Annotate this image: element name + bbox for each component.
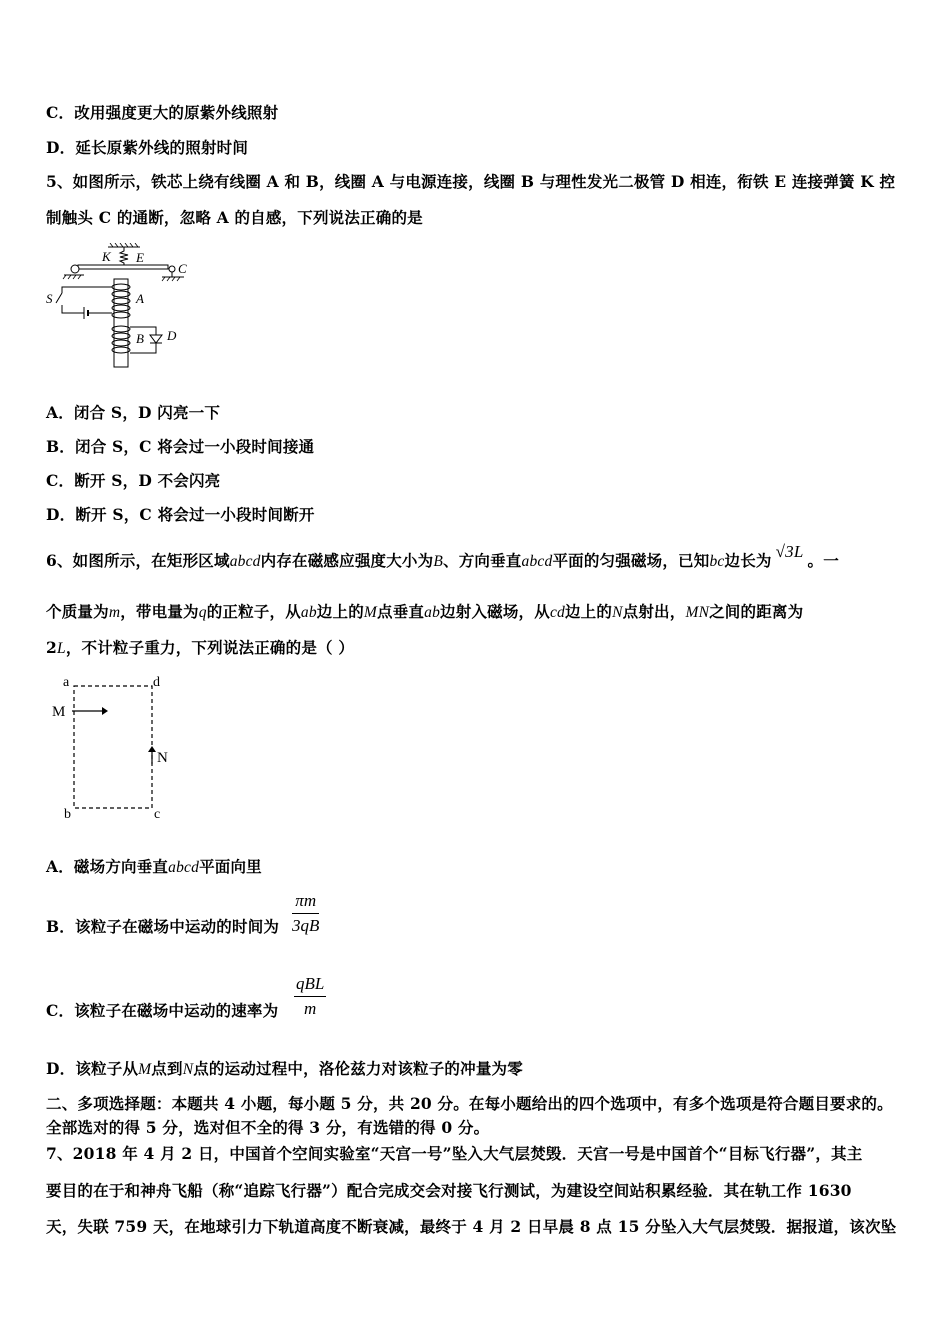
q6-label-b: b [64, 807, 71, 822]
q5-label-d: D [167, 328, 177, 343]
q6-stem-line-1: 6、如图所示，在矩形区域abcd内存在磁感应强度大小为B、方向垂直abcd平面的匀强磁场，已知bc边长为 √3L 。一 [46, 542, 839, 570]
q6-option-b: B．该粒子在磁场中运动的时间为 [46, 917, 280, 936]
q6-label-a: a [63, 675, 70, 690]
q6-label-n: N [157, 750, 168, 766]
q6-stem-line-3: 2L，不计粒子重力，下列说法正确的是（ ） [46, 638, 355, 657]
q5-stem-line-2: 制触头 C 的通断，忽略 A 的自感，下列说法正确的是 [46, 208, 423, 227]
q6-rectangle-figure [46, 672, 186, 822]
q4-option-d: D．延长原紫外线的照射时间 [46, 138, 249, 157]
q6-option-b-fraction: πm 3qB [292, 891, 320, 935]
q5-option-b: B．闭合 S，C 将会过一小段时间接通 [46, 437, 315, 456]
q7-stem-line-2: 要目的在于和神舟飞船（称“追踪飞行器”）配合完成交会对接飞行测试，为建设空间站积累经验．其在轨工作 1630 [46, 1181, 852, 1200]
q6-label-c: c [154, 807, 161, 822]
q6-option-c: C．该粒子在磁场中运动的速率为 [46, 1001, 279, 1020]
q5-label-e: E [136, 250, 144, 265]
q5-label-s: S [46, 291, 53, 306]
q5-option-d: D．断开 S，C 将会过一小段时间断开 [46, 505, 315, 524]
q7-stem-line-1: 7、2018 年 4 月 2 日，中国首个空间实验室“天宫一号”坠入大气层焚毁．天宫一号是中国首个“目标飞行器”，其主 [46, 1144, 863, 1163]
q6-option-a: A．磁场方向垂直abcd平面向里 [46, 857, 262, 876]
section-2-heading-line-1: 二、多项选择题：本题共 4 小题，每小题 5 分，共 20 分。在每小题给出的四个选项中，有多个选项是符合题目要求的。 [46, 1094, 893, 1113]
q6-stem-line-2: 个质量为m，带电量为q的正粒子，从ab边上的M点垂直ab边射入磁场，从cd边上的N点射出，MN之间的距离为 [46, 602, 804, 621]
q5-stem-line-1: 5、如图所示，铁芯上绕有线圈 A 和 B，线圈 A 与电源连接，线圈 B 与理性发光二极管 D 相连，衔铁 E 连接弹簧 K 控 [46, 172, 896, 191]
q6-label-m: M [52, 704, 66, 720]
q6-bc-length: √3L [775, 542, 804, 561]
section-2-heading-line-2: 全部选对的得 5 分，选对但不全的得 3 分，有选错的得 0 分。 [46, 1118, 490, 1137]
q5-label-c: C [178, 261, 187, 276]
q5-circuit-figure [44, 243, 204, 371]
q6-option-d: D．该粒子从M点到N点的运动过程中，洛伦兹力对该粒子的冲量为零 [46, 1059, 523, 1078]
q4-option-c: C．改用强度更大的原紫外线照射 [46, 103, 279, 122]
q6-label-d: d [153, 675, 160, 690]
q5-option-a: A．闭合 S，D 闪亮一下 [46, 403, 221, 422]
q5-label-k: K [102, 249, 111, 264]
q7-stem-line-3: 天，失联 759 天，在地球引力下轨道高度不断衰减，最终于 4 月 2 日早晨 8 点 15 分坠入大气层焚毁．据报道，该次坠 [46, 1217, 897, 1236]
q5-label-b: B [136, 331, 144, 346]
q5-label-a: A [136, 291, 144, 306]
q6-option-c-fraction: qBL m [296, 974, 325, 1018]
q5-option-c: C．断开 S，D 不会闪亮 [46, 471, 221, 490]
